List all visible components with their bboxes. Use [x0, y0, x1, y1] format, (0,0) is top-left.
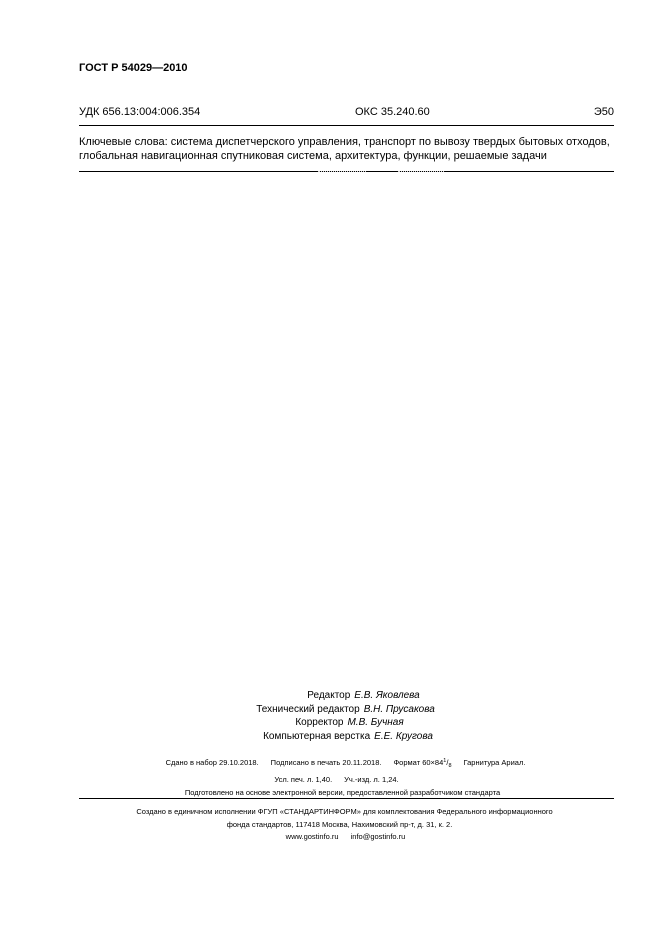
paper-format: Формат $60\times 84^1/_8$ — [393, 758, 452, 769]
top-divider — [79, 125, 614, 126]
credit-person: Е.В. Яковлева — [354, 690, 420, 701]
credit-role: Компьютерная верстка — [263, 730, 371, 742]
publisher-line-1: Создано в единичном исполнении ФГУП «СТАНДАРТИНФОРМ» для комплектования Федерального информационного — [136, 807, 553, 816]
credit-person: В.Н. Прусакова — [363, 703, 435, 715]
oks-code: ОКС 35.240.60 — [355, 106, 430, 118]
credits-block — [0, 689, 661, 743]
category-code: Э50 — [593, 106, 614, 118]
font-info: Гарнитура Ариал. — [463, 758, 526, 767]
keywords-text: система диспетчерского управления, транспорт по вывозу твердых бытовых отходов, глобальная навигационная спутниковая система, архитектура, функции, решаемые задачи — [79, 136, 610, 162]
document-id: ГОСТ Р 54029—2010 — [79, 62, 188, 74]
print-info-block — [0, 755, 661, 799]
publisher-email: info@gostinfo.ru — [350, 832, 406, 841]
publisher-line-2: фонда стандартов, 117418 Москва, Нахимовский пр-т, д. 31, к. 2. — [226, 819, 453, 829]
publisher-website: www.gostinfo.ru — [285, 832, 339, 841]
publisher-block — [0, 806, 661, 844]
print-dates-row — [0, 755, 661, 773]
credit-role: Технический редактор — [256, 703, 360, 715]
sign-date: Подписано в печать 20.11.2018. — [270, 758, 382, 767]
scan-artifact — [398, 171, 444, 174]
bottom-divider — [79, 798, 614, 799]
credit-person: Е.Е. Кругова — [374, 730, 433, 742]
credit-editor — [0, 689, 661, 703]
credit-role: Редактор — [307, 690, 351, 701]
publisher-contacts — [0, 831, 661, 844]
pub-sheets: Уч.-изд. л. 1,24. — [344, 775, 399, 784]
udk-code: УДК 656.13:004:006.354 — [79, 106, 201, 118]
credit-role: Корректор — [295, 717, 344, 729]
credit-person: М.В. Бучная — [347, 717, 404, 729]
sheets-row — [0, 773, 661, 786]
credit-tech-editor — [0, 703, 661, 717]
keywords-label: Ключевые слова: — [79, 136, 168, 148]
keywords-block — [79, 135, 614, 163]
scan-artifact — [318, 171, 366, 174]
set-date: Сдано в набор 29.10.2018. — [165, 758, 259, 767]
print-sheets: Усл. печ. л. 1,40. — [274, 775, 333, 784]
prepared-note: Подготовлено на основе электронной версии, предоставленной разработчиком стандарта — [184, 788, 501, 797]
credit-layout — [0, 730, 661, 744]
credit-proofreader — [0, 716, 661, 730]
